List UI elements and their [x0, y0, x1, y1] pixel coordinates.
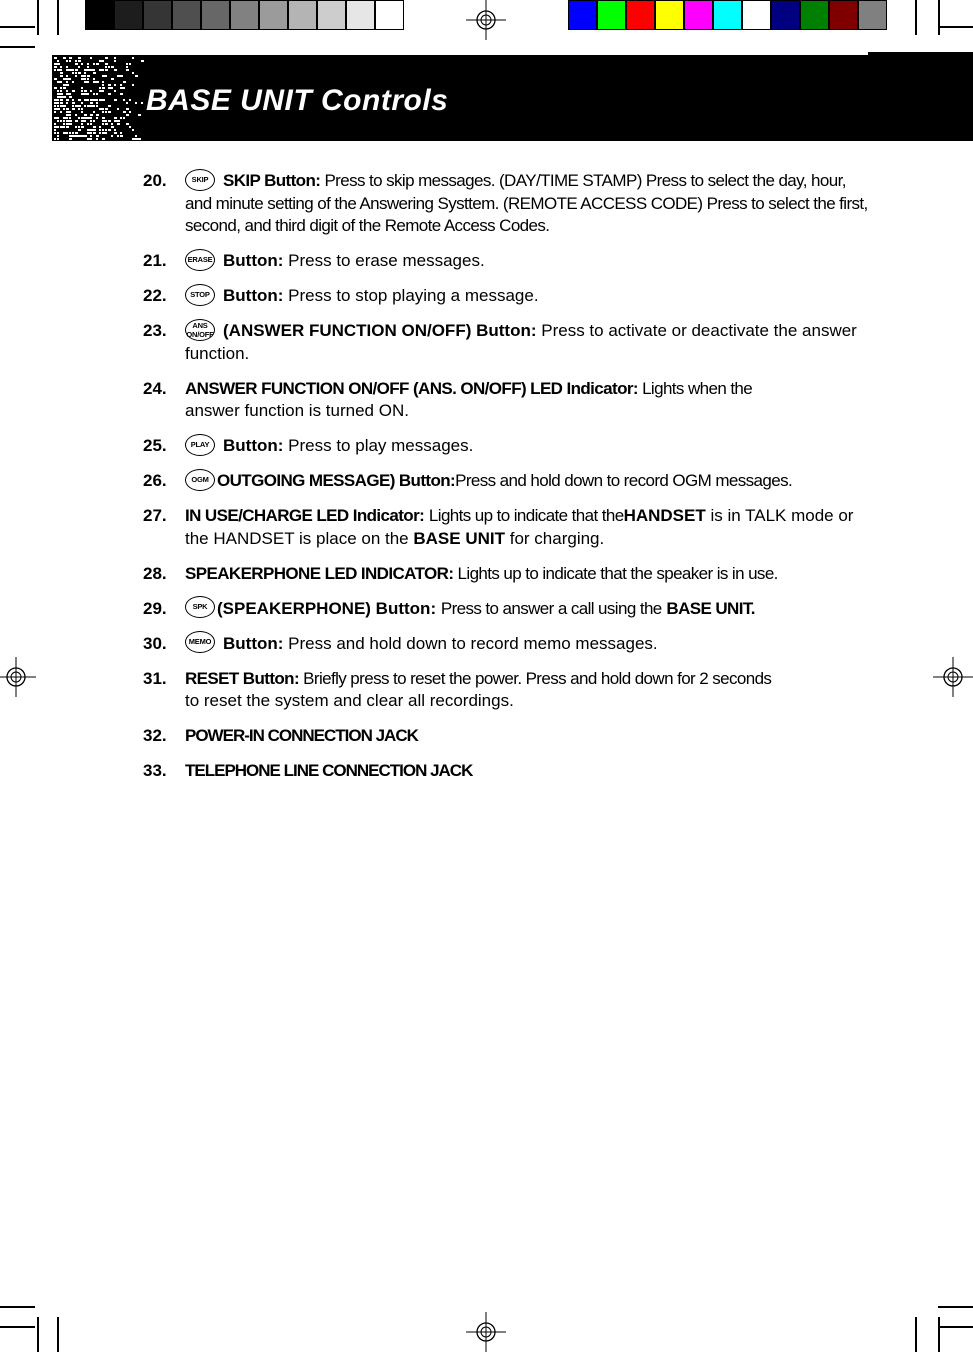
item-description: Lights up to indicate that the: [428, 506, 624, 526]
color-swatch: [742, 0, 771, 30]
gray-swatch: [114, 0, 143, 30]
erase-button-icon: ERASE: [185, 249, 215, 271]
item-label: (SPEAKERPHONE) Button:: [217, 598, 437, 618]
item-label: OUTGOING MESSAGE) Button:: [217, 471, 456, 491]
item-number: 28.: [143, 563, 167, 583]
gray-swatch: [288, 0, 317, 30]
item-number: 30.: [143, 633, 167, 653]
list-item-29: [143, 598, 873, 621]
item-description-cont: answer function is turned ON.: [185, 401, 409, 421]
list-item-31: [143, 668, 873, 713]
item-number: 21.: [143, 251, 167, 271]
item-number: 32.: [143, 726, 167, 746]
registration-mark-top: [466, 0, 506, 40]
list-item-21: [143, 250, 873, 273]
item-number: 27.: [143, 506, 167, 526]
item-label: Button:: [223, 436, 284, 456]
item-description: Press and hold down to record OGM messages.: [455, 471, 793, 491]
page-title: BASE UNIT Controls: [146, 84, 449, 117]
item-description: Press to answer a call using the: [440, 598, 662, 618]
list-item-20: [143, 170, 873, 238]
spk-button-icon: SPK: [185, 596, 215, 618]
item-number: 24.: [143, 378, 167, 398]
item-description: Press to erase messages.: [288, 251, 485, 271]
item-number: 26.: [143, 471, 167, 491]
item-number: 22.: [143, 286, 167, 306]
list-item-26: [143, 470, 873, 493]
item-label: RESET Button:: [185, 668, 300, 688]
list-item-32: [143, 725, 873, 748]
gray-swatch: [259, 0, 288, 30]
gray-swatch: [230, 0, 259, 30]
item-label: Button:: [223, 286, 284, 306]
gray-swatch: [201, 0, 230, 30]
item-label: SPEAKERPHONE LED INDICATOR:: [185, 563, 454, 583]
halftone-pattern: [52, 55, 144, 141]
gray-swatch: [143, 0, 172, 30]
item-number: 33.: [143, 761, 167, 781]
item-label: IN USE/CHARGE LED Indicator:: [185, 506, 425, 526]
ogm-button-icon: OGM: [185, 469, 215, 491]
item-number: 20.: [143, 171, 167, 190]
item-description: Press to stop playing a message.: [288, 286, 539, 306]
controls-list: [143, 170, 873, 795]
color-swatch: [771, 0, 800, 30]
item-description-cont: to reset the system and clear all recordings.: [185, 691, 514, 711]
gray-swatch: [317, 0, 346, 30]
ans-on-off-button-icon: ANS ON/OFF: [186, 320, 214, 339]
list-item-33: [143, 760, 873, 783]
color-swatch: [597, 0, 626, 30]
item-description: Lights up to indicate that the speaker is in use.: [457, 563, 778, 583]
color-swatch: [800, 0, 829, 30]
item-label: ANSWER FUNCTION ON/OFF (ANS. ON/OFF) LED Indicator:: [185, 378, 638, 398]
item-label: Button:: [223, 633, 284, 653]
color-bar: [568, 0, 887, 30]
item-label: (ANSWER FUNCTION ON/OFF) Button:: [223, 321, 537, 341]
list-item-24: [143, 378, 873, 423]
list-item-22: [143, 285, 873, 308]
list-item-27: [143, 505, 873, 550]
item-description-end: for charging.: [509, 528, 605, 548]
stop-button-icon: STOP: [185, 284, 215, 306]
list-item-25: [143, 435, 873, 458]
color-swatch: [713, 0, 742, 30]
list-item-30: [143, 633, 873, 656]
play-button-icon: PLAY: [185, 434, 215, 456]
registration-mark-left: [0, 657, 36, 697]
item-description: Lights when the: [642, 378, 753, 398]
color-swatch: [684, 0, 713, 30]
memo-button-icon: MEMO: [185, 631, 215, 653]
gray-swatch: [172, 0, 201, 30]
color-swatch: [626, 0, 655, 30]
color-swatch: [858, 0, 887, 30]
item-number: 25.: [143, 436, 167, 456]
color-swatch: [655, 0, 684, 30]
color-swatch: [568, 0, 597, 30]
skip-button-icon: SKIP: [185, 169, 215, 191]
handset-emphasis: HANDSET: [623, 506, 706, 526]
registration-mark-bottom: [466, 1312, 506, 1352]
item-description: Press to activate or deactivate the answer function.: [185, 321, 857, 363]
gray-swatch: [85, 0, 114, 30]
item-description: Press and hold down to record memo messages.: [288, 633, 658, 653]
item-description: Press to skip messages. (DAY/TIME STAMP) Press to select the day, hour, and minute setting of the Answering Systtem. (REMOTE ACCESS CODE) Press to select the first, second, and third digit of the Remote Access Codes.: [185, 171, 868, 236]
item-label: SKIP Button:: [223, 171, 321, 190]
item-label: Button:: [223, 251, 284, 271]
list-item-23: [143, 320, 873, 365]
base-unit-emphasis: BASE UNIT: [413, 528, 505, 548]
base-unit-emphasis: BASE UNIT.: [666, 598, 755, 618]
registration-mark-right: [933, 657, 973, 697]
item-description-cont: is in TALK mode or the HANDSET is place on the: [185, 506, 854, 548]
item-description: Briefly press to reset the power. Press and hold down for 2 seconds: [303, 668, 772, 688]
gray-swatch: [375, 0, 404, 30]
item-label: POWER-IN CONNECTION JACK: [185, 726, 418, 746]
item-description: Press to play messages.: [288, 436, 474, 456]
grayscale-bar: [85, 0, 404, 30]
item-number: 23.: [143, 321, 167, 341]
list-item-28: [143, 563, 873, 586]
item-number: 31.: [143, 668, 167, 688]
item-label: TELEPHONE LINE CONNECTION JACK: [185, 761, 473, 781]
item-number: 29.: [143, 598, 167, 618]
color-swatch: [829, 0, 858, 30]
gray-swatch: [346, 0, 375, 30]
